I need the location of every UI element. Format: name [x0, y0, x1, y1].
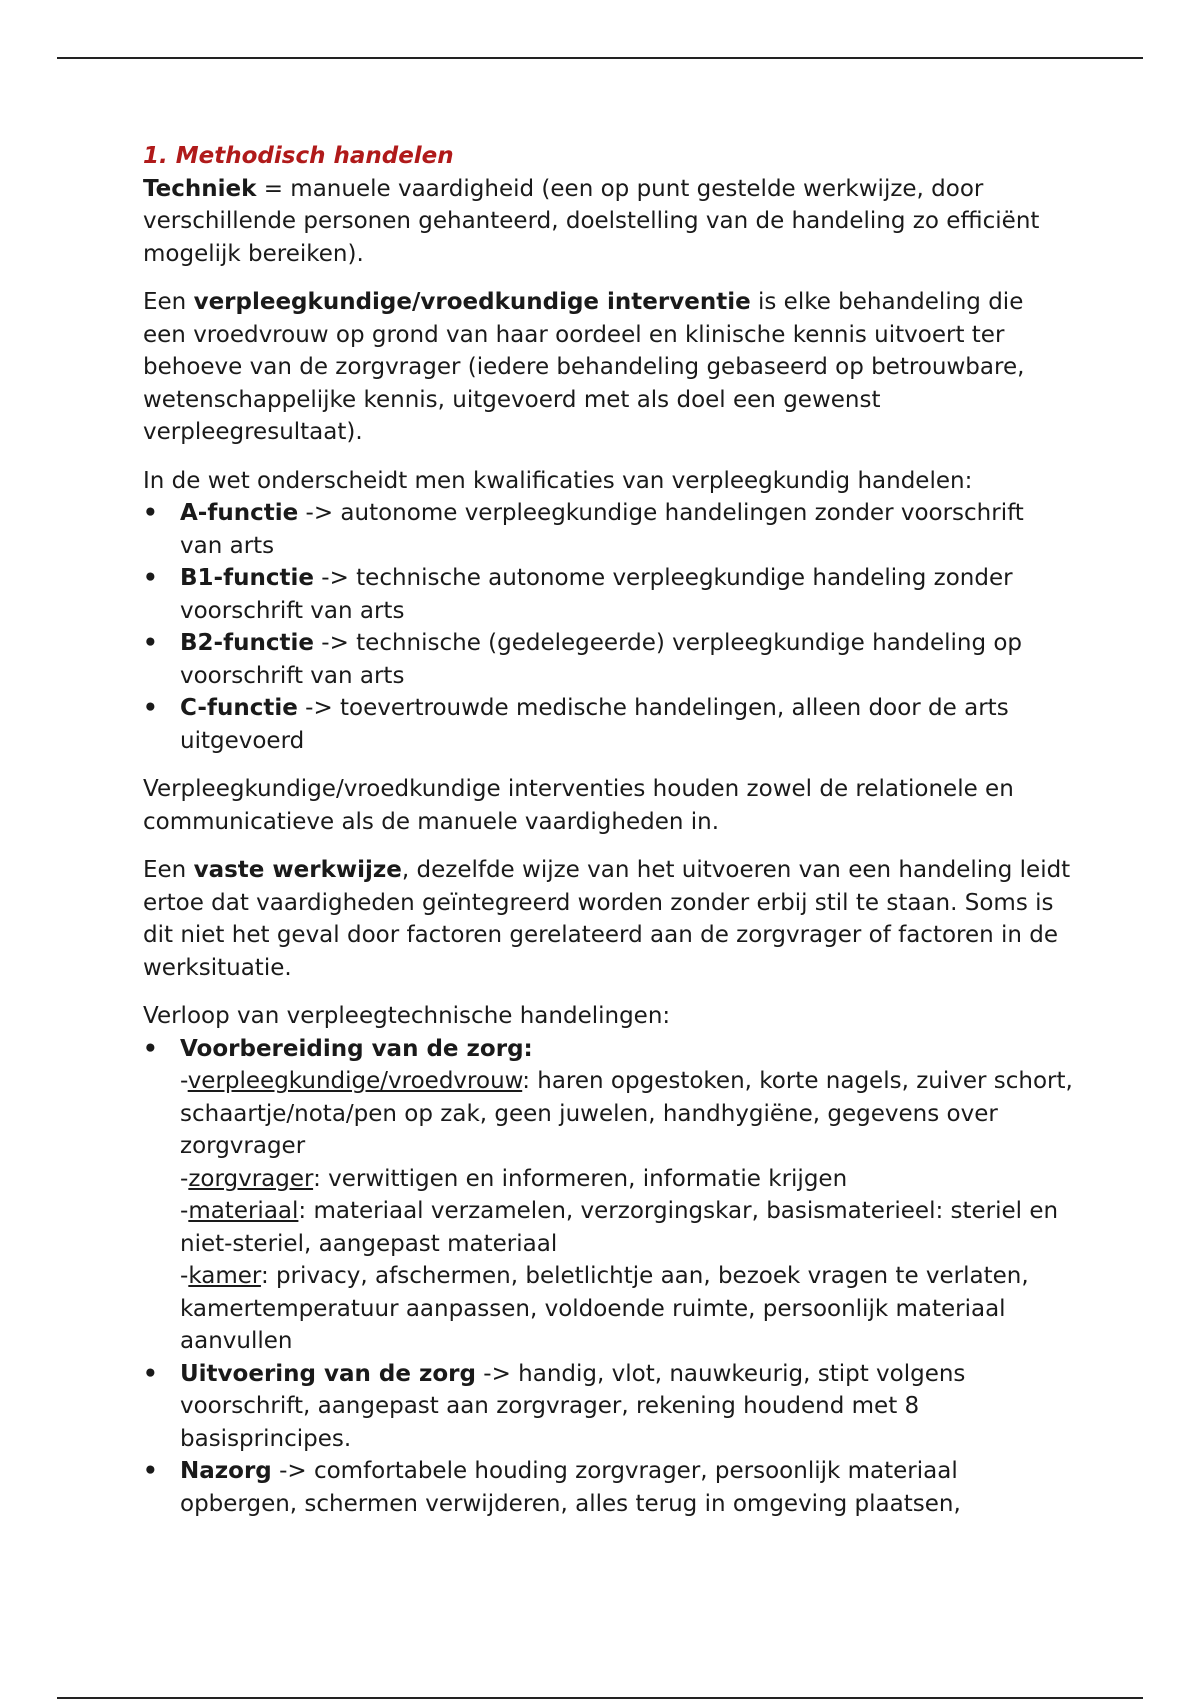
voorbereiding-label: zorgvrager [188, 1165, 314, 1192]
functie-text: -> toevertrouwde medische handelingen, alleen door de arts uitgevoerd [180, 695, 1009, 754]
bottom-rule [57, 1697, 1143, 1699]
werkwijze-paragraph [143, 854, 1073, 984]
voorbereiding-label: verpleegkundige/vroedvrouw [187, 1068, 523, 1094]
werkwijze-term: vaste werkwijze [193, 857, 402, 883]
list-item [143, 627, 1073, 692]
kwalificaties-intro: In de wet onderscheidt men kwalificaties van verpleegkundig handelen: [143, 467, 973, 494]
voorbereiding-text: : privacy, afschermen, beletlichtje aan, bezoek vragen te verlaten, kamertemperatuur aanpassen, voldoende ruimte, persoonlijk materiaal aanvullen [180, 1263, 1029, 1354]
document-body [143, 140, 1073, 1536]
functie-term: A-functie [180, 500, 299, 526]
bullet-icon: • [143, 695, 158, 721]
bullet-icon: • [143, 500, 158, 526]
voorbereiding-text: : verwittigen en informeren, informatie krijgen [313, 1165, 848, 1192]
interventies-vaardigheden-paragraph: Verpleegkundige/vroedkundige interventies houden zowel de relationele en communicatieve als de manuele vaardigheden in. [143, 776, 1014, 835]
techniek-term: Techniek [143, 175, 257, 202]
nazorg-text: -> comfortabele houding zorgvrager, persoonlijk materiaal opbergen, schermen verwijderen, alles terug in omgeving plaatsen, [180, 1458, 961, 1517]
bullet-icon: • [143, 1458, 158, 1484]
kwalificaties-list [143, 497, 1073, 757]
functie-text: -> technische autonome verpleegkundige handeling zonder voorschrift van arts [180, 565, 1013, 624]
voorbereiding-line [180, 1065, 1073, 1163]
functie-text: -> autonome verpleegkundige handelingen zonder voorschrift van arts [180, 500, 1024, 559]
bullet-icon: • [143, 565, 158, 591]
techniek-paragraph [143, 173, 1073, 271]
dash: - [180, 1165, 189, 1192]
interventie-paragraph [143, 286, 1073, 449]
voorbereiding-label: materiaal [188, 1198, 299, 1224]
list-item-nazorg [143, 1455, 1073, 1520]
interventie-term: verpleegkundige/vroedkundige interventie [193, 289, 751, 315]
dash: - [180, 1068, 188, 1094]
bullet-icon: • [143, 630, 158, 656]
werkwijze-text: , dezelfde wijze van het uitvoeren van een handeling leidt ertoe dat vaardigheden geïntegreerd worden zonder erbij stil te staan. Soms is dit niet het geval door factoren gerelateerd aan de zorgvrager of factoren in de werksituatie. [143, 857, 1071, 981]
voorbereiding-text: : haren opgestoken, korte nagels, zuiver schort, schaartje/nota/pen op zak, geen juwelen, handhygiëne, gegevens over zorgvrager [180, 1068, 1073, 1159]
uitvoering-text: -> handig, vlot, nauwkeurig, stipt volgens voorschrift, aangepast aan zorgvrager, rekening houdend met 8 basisprincipes. [180, 1360, 966, 1452]
nazorg-title: Nazorg [180, 1458, 272, 1484]
uitvoering-title: Uitvoering van de zorg [180, 1360, 476, 1387]
interventie-text: is elke behandeling die een vroedvrouw op grond van haar oordeel en klinische kennis uitvoert ter behoeve van de zorgvrager (iedere behandeling gebaseerd op betrouwbare, wetenschappelijke kennis, uitgevoerd met als doel een gewenst verpleegresultaat). [143, 289, 1025, 445]
techniek-definition: = manuele vaardigheid (een op punt gestelde werkwijze, door verschillende personen gehanteerd, doelstelling van de handeling zo efficiënt mogelijk bereiken). [143, 175, 1040, 267]
list-item [143, 497, 1073, 562]
voorbereiding-label: kamer [188, 1263, 261, 1289]
bullet-icon: • [143, 1360, 158, 1387]
verloop-list [143, 1033, 1073, 1521]
list-item-uitvoering [143, 1358, 1073, 1456]
werkwijze-prefix: Een [143, 857, 194, 883]
voorbereiding-text: : materiaal verzamelen, verzorgingskar, basismaterieel: steriel en niet-steriel, aangepast materiaal [180, 1198, 1059, 1257]
dash: - [180, 1263, 189, 1289]
verloop-intro: Verloop van verpleegtechnische handelingen: [143, 1003, 671, 1029]
functie-term: C-functie [180, 695, 298, 721]
voorbereiding-title: Voorbereiding van de zorg: [180, 1035, 533, 1062]
voorbereiding-line [180, 1163, 1073, 1196]
voorbereiding-line [180, 1195, 1073, 1260]
list-item-voorbereiding [143, 1033, 1073, 1358]
functie-term: B2-functie [180, 630, 314, 656]
list-item [143, 562, 1073, 627]
top-rule [57, 57, 1143, 59]
section-heading: 1. Methodisch handelen [143, 143, 454, 169]
dash: - [180, 1198, 189, 1224]
voorbereiding-line [180, 1260, 1073, 1358]
interventie-prefix: Een [143, 289, 194, 315]
functie-text: -> technische (gedelegeerde) verpleegkundige handeling op voorschrift van arts [180, 630, 1023, 689]
bullet-icon: • [143, 1035, 158, 1062]
functie-term: B1-functie [180, 565, 314, 591]
list-item [143, 692, 1073, 757]
